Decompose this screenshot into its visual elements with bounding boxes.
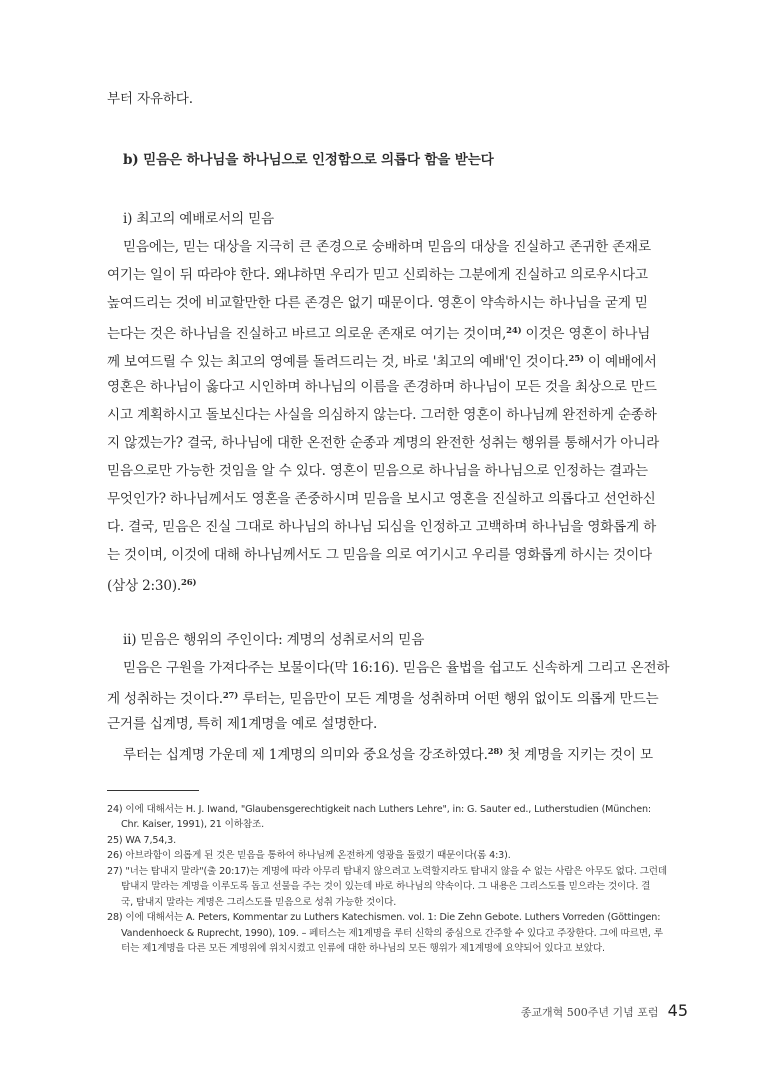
- page-number: 45: [667, 1001, 688, 1020]
- paragraph-line: 여기는 일이 뒤 따라야 한다. 왜냐하면 우리가 믿고 신뢰하는 그분에게 진실하고 의로우시다고: [107, 267, 648, 283]
- paragraph-line: [107, 687, 691, 708]
- paragraph-text: 루터는 십계명 가운데 제 1계명의 의미와 중요성을 강조하였다.: [123, 747, 488, 763]
- paragraph-line: 근거를 십계명, 특히 제1계명을 예로 설명한다.: [107, 716, 378, 732]
- paragraph-text: 첫 계명을 지키는 것이 모: [502, 747, 653, 763]
- page-footer: [521, 1001, 688, 1020]
- footnote-ref-25[interactable]: 25): [568, 354, 584, 364]
- paragraph-line: 다. 결국, 믿음은 진실 그대로 하나님의 하나님 되심을 인정하고 고백하며 하나님을 영화롭게 하: [107, 519, 657, 535]
- section-heading-b: b) 믿음은 하나님을 하나님으로 인정함으로 의롭다 함을 받는다: [123, 152, 494, 168]
- paragraph-line: 믿음에는, 믿는 대상을 지극히 큰 존경으로 숭배하며 믿음의 대상을 진실하고 존귀한 존재로: [123, 239, 651, 255]
- paragraph-line: [123, 743, 691, 764]
- subheading-i: i) 최고의 예배로서의 믿음: [123, 211, 274, 227]
- footnote-ref-28[interactable]: 28): [487, 747, 503, 757]
- paragraph-line: 믿음은 구원을 가져다주는 보물이다(막 16:16). 믿음은 율법을 쉽고도 신속하게 그리고 온전하: [123, 660, 670, 676]
- paragraph-line: 는 것이며, 이것에 대해 하나님께서도 그 믿음을 의로 여기시고 우리를 영화롭게 하시는 것이다: [107, 547, 652, 563]
- paragraph-text: 이것은 영혼이 하나님: [521, 326, 651, 342]
- paragraph-text: 는다는 것은 하나님을 진실하고 바르고 의로운 존재로 여기는 것이며,: [107, 326, 507, 342]
- footnote-27-cont: 탐내지 말라는 계명을 이루도록 돕고 선물을 주는 것이 있는데 바로 하나님의 약속이다. 그 내용은 그리스도를 믿으라는 것이다. 결: [121, 881, 651, 892]
- subheading-ii: ii) 믿음은 행위의 주인이다: 계명의 성취로서의 믿음: [123, 632, 425, 648]
- footnote-28-cont: Vandenhoeck & Ruprecht, 1990), 109. – 페터스는 제1계명을 루터 신학의 중심으로 간주할 수 있다고 주장한다. 그에 따르면, 루: [121, 928, 663, 939]
- paragraph-line: 믿음으로만 가능한 것임을 알 수 있다. 영혼이 믿음으로 하나님을 하나님으로 인정하는 결과는: [107, 463, 648, 479]
- footnote-28-cont: 터는 제1계명을 다른 모든 계명위에 위치시켰고 인류에 대한 하나님의 모든 행위가 제1계명에 요약되어 있다고 보았다.: [121, 943, 605, 954]
- paragraph-line: [107, 574, 691, 595]
- footnote-divider: [107, 790, 199, 791]
- paragraph-text: 게 성취하는 것이다.: [107, 691, 223, 707]
- footnote-ref-24[interactable]: 24): [506, 326, 522, 336]
- footnote-28: 28) 이에 대해서는 A. Peters, Kommentar zu Luthers Katechismen. vol. 1: Die Zehn Gebote. Luthers Vorreden (Göttingen:: [107, 912, 661, 923]
- footnote-26: 26) 아브라함이 의롭게 된 것은 믿음을 통하여 하나님께 온전하게 영광을 돌렸기 때문이다(롬 4:3).: [107, 850, 511, 861]
- running-footer: 종교개혁 500주년 기념 포럼: [520, 1006, 659, 1019]
- paragraph-line: 지 않겠는가? 결국, 하나님에 대한 온전한 순종과 계명의 완전한 성취는 행위를 통해서가 아니라: [107, 435, 660, 451]
- paragraph-line: 시고 계획하시고 돌보신다는 사실을 의심하지 않는다. 그러한 영혼이 하나님께 완전하게 순종하: [107, 407, 657, 423]
- footnote-24: 24) 이에 대해서는 H. J. Iwand, "Glaubensgerechtigkeit nach Luthers Lehre", in: G. Sauter ed., Lutherstudien (München:: [107, 804, 651, 815]
- paragraph-text: 이 예배에서: [583, 354, 657, 370]
- intro-line: 부터 자유하다.: [107, 91, 193, 107]
- paragraph-line: 높여드리는 것에 비교할만한 다른 존경은 없기 때문이다. 영혼이 약속하시는 하나님을 굳게 믿: [107, 295, 648, 311]
- footnote-25: 25) WA 7,54,3.: [107, 835, 177, 846]
- footnote-27: 27) "너는 탐내지 말라"(출 20:17)는 계명에 따라 아무리 탐내지 않으려고 노력할지라도 탐내지 않을 수 없는 사람은 아무도 없다. 그런데: [107, 866, 667, 877]
- footnote-27-cont: 국, 탐내지 말라는 계명은 그리스도를 믿음으로 성취 가능한 것이다.: [121, 897, 397, 908]
- paragraph-text: (삼상 2:30).: [107, 578, 182, 594]
- paragraph-line: [107, 350, 691, 371]
- footnote-ref-27[interactable]: 27): [222, 691, 239, 701]
- paragraph-text: 루터는, 믿음만이 모든 계명을 성취하며 어떤 행위 없이도 의롭게 만드는: [238, 691, 659, 707]
- paragraph-text: 께 보여드릴 수 있는 최고의 영예를 돌려드리는 것, 바로 '최고의 예배'인 것이다.: [107, 354, 569, 370]
- paragraph-line: 영혼은 하나님이 옳다고 시인하며 하나님의 이름을 존경하며 하나님이 모든 것을 최상으로 만드: [107, 379, 657, 395]
- paragraph-line: 무엇인가? 하나님께서도 영혼을 존중하시며 믿음을 보시고 영혼을 진실하고 의롭다고 선언하신: [107, 491, 656, 507]
- document-page: [107, 0, 691, 1092]
- paragraph-line: [107, 322, 691, 343]
- footnote-ref-26[interactable]: 26): [181, 578, 197, 588]
- footnote-24-cont: Chr. Kaiser, 1991), 21 이하참조.: [121, 819, 264, 830]
